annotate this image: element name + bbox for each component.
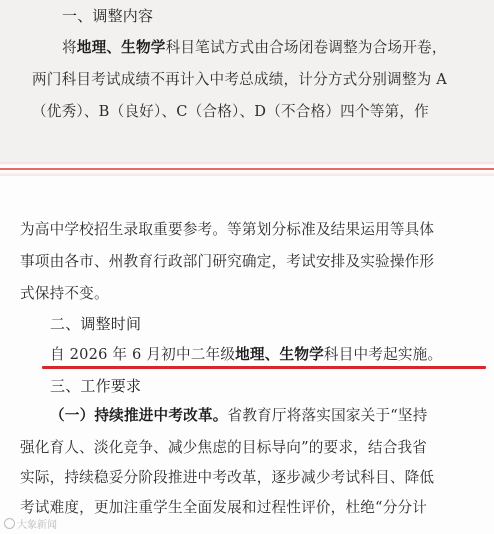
red-divider (0, 162, 494, 176)
paragraph-line: 为高中学校招生录取重要参考。等第划分标准及结果运用等具体 (20, 221, 435, 238)
section-heading-time: 二、调整时间 (50, 315, 142, 333)
paragraph-line: 实际，持续稳妥分阶段推进中考改革，逐步减少考试科目、降低 (20, 469, 435, 486)
paragraph-line: 事项由各市、州教育行政部门研究确定，考试安排及实验操作形 (20, 253, 435, 270)
paragraph-line (50, 406, 428, 426)
watermark (4, 516, 57, 531)
paragraph-line: 两门科目考试成绩不再计入中考总成绩，计分方式分别调整为 A (32, 71, 448, 88)
bold-subjects: 地理、生物学 (76, 39, 166, 56)
paragraph-line (62, 38, 447, 58)
effective-time-line (50, 345, 442, 365)
document-top-excerpt (0, 0, 494, 162)
red-underline (42, 366, 486, 369)
text-span: 省教育厅将落实国家关于“坚持 (227, 407, 428, 424)
text-span: 科目中考起实施。 (323, 346, 443, 363)
watermark-logo-icon (4, 518, 15, 529)
paragraph-line: 式保持不变。 (20, 285, 109, 302)
text-span: 将 (62, 39, 77, 56)
bold-subjects: 地理、生物学 (235, 346, 324, 363)
text-span: 科目笔试方式由合场闭卷调整为合场开卷， (165, 39, 447, 56)
watermark-text: 大象新闻 (17, 520, 57, 531)
paragraph-line: （优秀）、B（良好）、C（合格）、D（不合格）四个等第，作 (32, 103, 429, 120)
section-heading-content: 一、调整内容 (62, 7, 154, 25)
paragraph-line: 强化育人、淡化竞争、减少焦虑的目标导向”的要求，结合我省 (20, 439, 428, 456)
paragraph-line: 考试难度，更加注重学生全面发展和过程性评价，杜绝“分分计 (20, 499, 428, 516)
section-heading-requirements: 三、工作要求 (50, 377, 142, 395)
text-span: 自 2026 年 6 月初中二年级 (50, 346, 236, 363)
bold-subheading: （一）持续推进中考改革。 (50, 407, 228, 424)
